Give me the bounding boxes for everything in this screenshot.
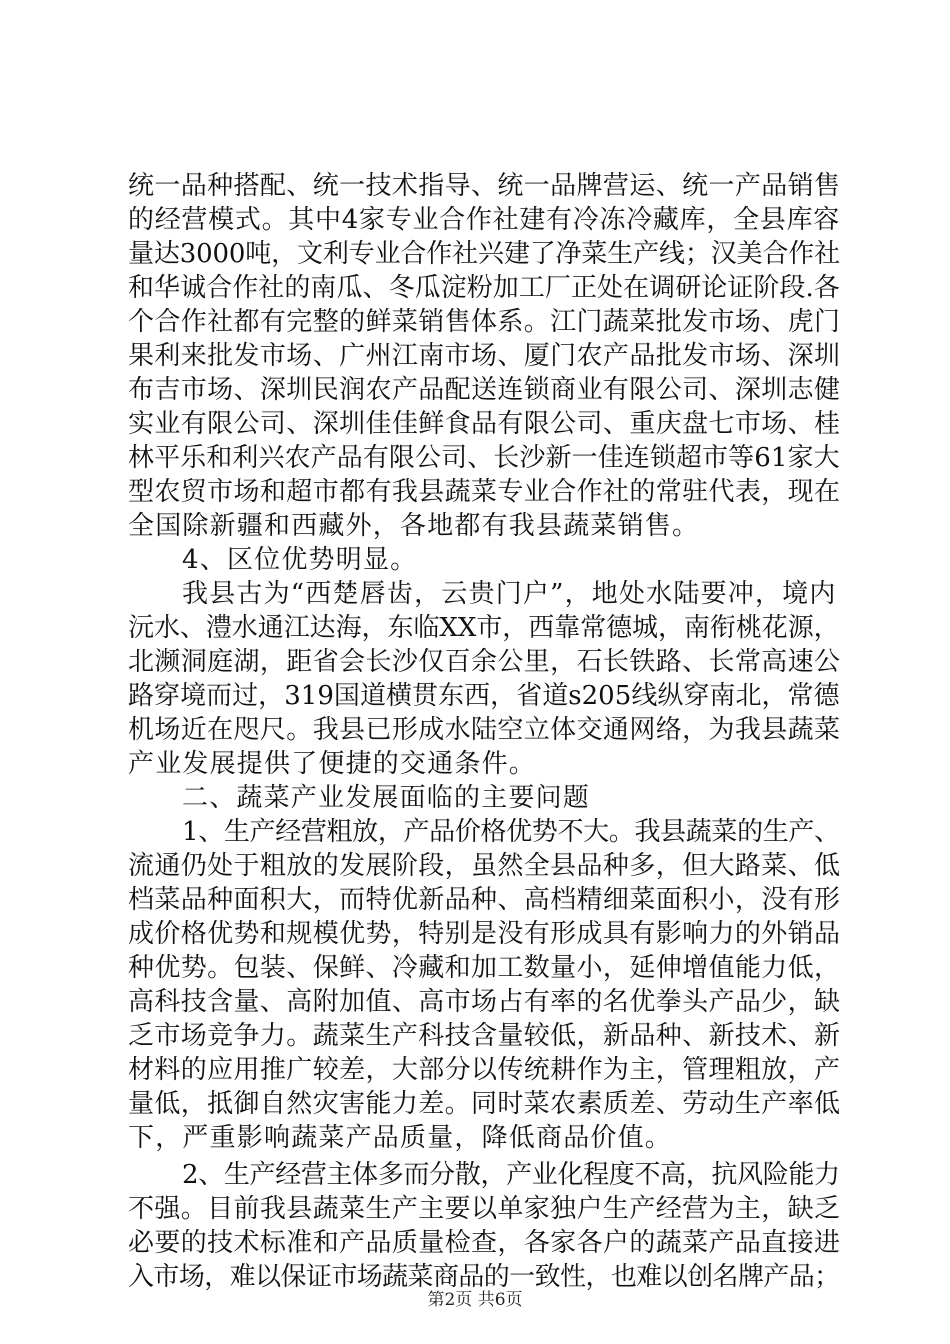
body-line: 量达3000吨，文利专业合作社兴建了净菜生产线；汉美合作社: [128, 239, 840, 269]
body-line: 不强。目前我县蔬菜生产主要以单家独户生产经营为主，缺乏: [128, 1194, 841, 1224]
body-line: 统一品种搭配、统一技术指导、统一品牌营运、统一产品销售: [128, 171, 841, 201]
body-line: 的经营模式。其中4家专业合作社建有冷冻冷藏库，全县库容: [128, 205, 840, 235]
body-line: 高科技含量、高附加值、高市场占有率的名优拳头产品少，缺: [128, 987, 841, 1017]
body-line: 材料的应用推广较差，大部分以传统耕作为主，管理粗放，产: [128, 1055, 841, 1085]
body-line: 路穿境而过，319国道横贯东西，省道s205线纵穿南北，常德: [128, 681, 840, 711]
body-line: 沅水、澧水通江达海，东临XX市，西靠常德城，南衔桃花源，: [128, 613, 840, 643]
body-line: 乏市场竞争力。蔬菜生产科技含量较低，新品种、新技术、新: [128, 1021, 841, 1051]
body-line: 实业有限公司、深圳佳佳鲜食品有限公司、重庆盘七市场、桂: [128, 409, 841, 439]
body-line: 和华诚合作社的南瓜、冬瓜淀粉加工厂正处在调研论证阶段.各: [128, 273, 840, 303]
body-line: 流通仍处于粗放的发展阶段，虽然全县品种多，但大路菜、低: [128, 851, 841, 881]
body-line: 全国除新疆和西藏外，各地都有我县蔬菜销售。: [128, 511, 700, 541]
section-heading: 4、区位优势明显。: [182, 545, 418, 575]
body-line: 型农贸市场和超市都有我县蔬菜专业合作社的常驻代表，现在: [128, 477, 841, 507]
body-line: 机场近在咫尺。我县已形成水陆空立体交通网络，为我县蔬菜: [128, 715, 841, 745]
body-line: 个合作社都有完整的鲜菜销售体系。江门蔬菜批发市场、虎门: [128, 307, 841, 337]
body-line: 1、生产经营粗放，产品价格优势不大。我县蔬菜的生产、: [182, 817, 840, 847]
section-heading: 二、蔬菜产业发展面临的主要问题: [182, 783, 591, 813]
body-line: 布吉市场、深圳民润农产品配送连锁商业有限公司、深圳志健: [128, 375, 841, 405]
body-line: 果利来批发市场、广州江南市场、厦门农产品批发市场、深圳: [128, 341, 841, 371]
body-line: 2、生产经营主体多而分散，产业化程度不高，抗风险能力: [182, 1160, 840, 1190]
body-line: 林平乐和利兴农产品有限公司、长沙新一佳连锁超市等61家大: [128, 443, 840, 473]
body-line: 种优势。包装、保鲜、冷藏和加工数量小，延伸增值能力低，: [128, 953, 841, 983]
body-line: 北濒洞庭湖，距省会长沙仅百余公里，石长铁路、长常高速公: [128, 647, 841, 677]
body-line: 成价格优势和规模优势，特别是没有形成具有影响力的外销品: [128, 919, 841, 949]
page-footer: 第2页 共6页: [427, 1290, 523, 1310]
body-line: 必要的技术标准和产品质量检查，各家各户的蔬菜产品直接进: [128, 1228, 841, 1258]
body-line: 档菜品种面积大，而特优新品种、高档精细菜面积小，没有形: [128, 885, 841, 915]
body-line: 产业发展提供了便捷的交通条件。: [128, 749, 537, 779]
body-line: 量低，抵御自然灾害能力差。同时菜农素质差、劳动生产率低: [128, 1089, 841, 1119]
body-line: 我县古为“西楚唇齿，云贵门户”，地处水陆要冲，境内: [182, 579, 837, 609]
body-line: 入市场，难以保证市场蔬菜商品的一致性，也难以创名牌产品；: [128, 1262, 840, 1292]
body-line: 下，严重影响蔬菜产品质量，降低商品价值。: [128, 1123, 673, 1153]
